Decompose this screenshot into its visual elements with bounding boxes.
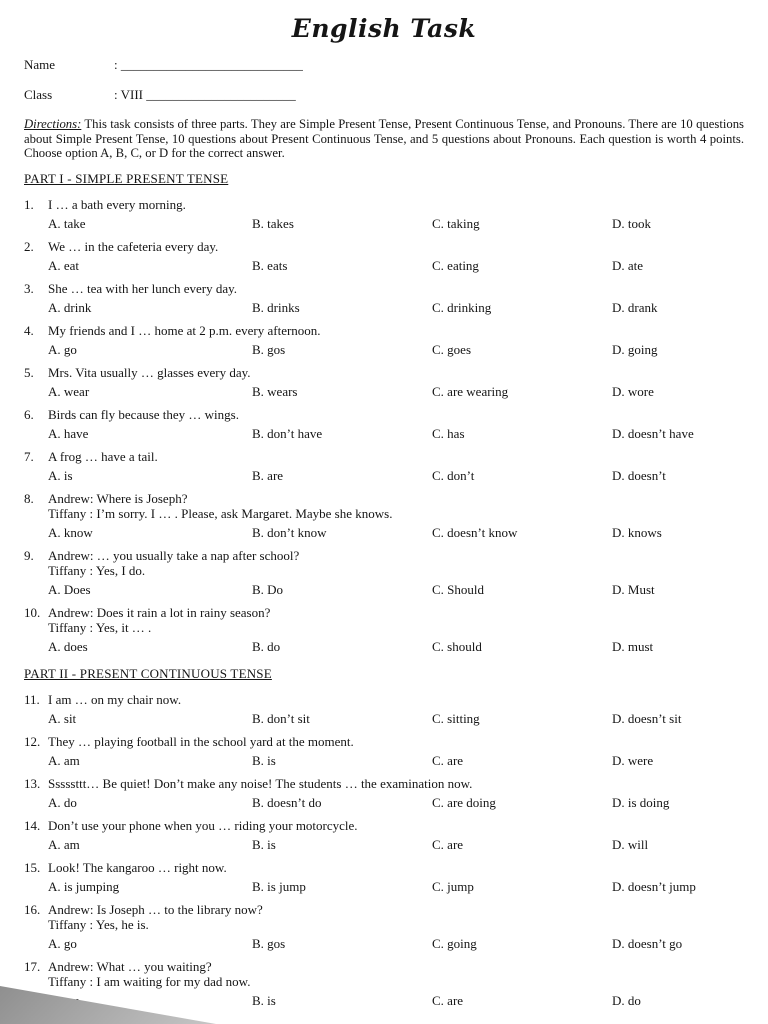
question-number: 13. xyxy=(24,775,41,791)
option-a: A. am xyxy=(48,836,80,852)
option-d: D. going xyxy=(612,341,658,357)
question-number: 10. xyxy=(24,604,41,620)
question-stem-row xyxy=(24,902,744,917)
question xyxy=(24,959,744,1008)
option-b: B. wears xyxy=(252,383,298,399)
question-number: 15. xyxy=(24,859,41,875)
option-a: A. does xyxy=(48,638,88,654)
question-text: Andrew: Is Joseph … to the library now? xyxy=(48,901,263,917)
option-d: D. doesn’t have xyxy=(612,425,694,441)
option-b: B. eats xyxy=(252,257,288,273)
options-row xyxy=(48,468,744,483)
option-d: D. is doing xyxy=(612,794,670,810)
option-b: B. drinks xyxy=(252,299,300,315)
question xyxy=(24,281,744,315)
option-c: C. jump xyxy=(432,878,474,894)
question xyxy=(24,407,744,441)
option-b: B. Do xyxy=(252,581,284,597)
question xyxy=(24,902,744,951)
question-number: 17. xyxy=(24,958,41,974)
option-d: D. doesn’t xyxy=(612,467,666,483)
question xyxy=(24,818,744,852)
options-row xyxy=(48,936,744,951)
question-text: Look! The kangaroo … right now. xyxy=(48,859,227,875)
question-stem-row xyxy=(24,407,744,422)
option-d: D. drank xyxy=(612,299,658,315)
option-a: A. go xyxy=(48,935,77,951)
option-b: B. do xyxy=(252,638,281,654)
option-a: A. is xyxy=(48,467,73,483)
question-number: 9. xyxy=(24,547,34,563)
option-c: C. are xyxy=(432,836,464,852)
option-c: C. are wearing xyxy=(432,383,509,399)
option-c: C. eating xyxy=(432,257,479,273)
class-label: Class xyxy=(24,87,53,102)
question-stem-row xyxy=(24,365,744,380)
option-a: A. am xyxy=(48,752,80,768)
option-c: C. should xyxy=(432,638,482,654)
option-d: D. took xyxy=(612,215,651,231)
question xyxy=(24,239,744,273)
options-row xyxy=(48,879,744,894)
option-b: B. is xyxy=(252,752,276,768)
question xyxy=(24,776,744,810)
question xyxy=(24,734,744,768)
question-text-continued: Tiffany : Yes, he is. xyxy=(48,916,149,932)
option-b: B. takes xyxy=(252,215,294,231)
question xyxy=(24,860,744,894)
option-b: B. gos xyxy=(252,341,286,357)
question xyxy=(24,692,744,726)
question-text: Sssssttt… Be quiet! Don’t make any noise! The students … the examination now. xyxy=(48,775,473,791)
option-c: C. taking xyxy=(432,215,480,231)
question-text-continued: Tiffany : Yes, I do. xyxy=(48,562,146,578)
option-a: A. wear xyxy=(48,383,90,399)
question-stem-row xyxy=(24,605,744,620)
question xyxy=(24,323,744,357)
question-text: They … playing football in the school yard at the moment. xyxy=(48,733,354,749)
option-a: A. eat xyxy=(48,257,80,273)
option-c: C. has xyxy=(432,425,465,441)
option-c: C. doesn’t know xyxy=(432,524,518,540)
option-b: B. is xyxy=(252,992,276,1008)
options-row xyxy=(48,711,744,726)
option-d: D. knows xyxy=(612,524,662,540)
question-stem-row xyxy=(24,449,744,464)
option-c: C. drinking xyxy=(432,299,492,315)
question-stem-row xyxy=(24,860,744,875)
question-number: 14. xyxy=(24,817,41,833)
question xyxy=(24,491,744,540)
option-c: C. don’t xyxy=(432,467,475,483)
options-row xyxy=(48,795,744,810)
option-c: C. going xyxy=(432,935,477,951)
option-c: C. goes xyxy=(432,341,471,357)
option-a: A. take xyxy=(48,215,86,231)
part-heading: PART I - SIMPLE PRESENT TENSE xyxy=(24,170,229,186)
question-text: Andrew: Does it rain a lot in rainy season? xyxy=(48,604,271,620)
question-stem-row xyxy=(24,548,744,563)
question-number: 2. xyxy=(24,238,34,254)
option-b: B. is xyxy=(252,836,276,852)
question-number: 16. xyxy=(24,901,41,917)
option-d: D. doesn’t go xyxy=(612,935,683,951)
question-stem-row xyxy=(24,692,744,707)
question-stem-row xyxy=(24,197,744,212)
options-row xyxy=(48,258,744,273)
question-stem-row xyxy=(24,491,744,506)
option-a: A. have xyxy=(48,425,89,441)
part-heading: PART II - PRESENT CONTINUOUS TENSE xyxy=(24,665,272,681)
option-d: D. doesn’t jump xyxy=(612,878,696,894)
option-c: C. sitting xyxy=(432,710,480,726)
option-a: A. do xyxy=(48,794,77,810)
option-d: D. Must xyxy=(612,581,655,597)
options-row xyxy=(48,525,744,540)
option-a: A. go xyxy=(48,341,77,357)
question-text: Mrs. Vita usually … glasses every day. xyxy=(48,364,251,380)
question-text: She … tea with her lunch every day. xyxy=(48,280,238,296)
question-stem-row xyxy=(24,239,744,254)
options-row xyxy=(48,342,744,357)
option-c: C. are xyxy=(432,752,464,768)
question xyxy=(24,548,744,597)
options-row xyxy=(48,384,744,399)
question-text: Birds can fly because they … wings. xyxy=(48,406,239,422)
option-c: C. are xyxy=(432,992,464,1008)
option-d: D. do xyxy=(612,992,641,1008)
question xyxy=(24,449,744,483)
question-text: Andrew: Where is Joseph? xyxy=(48,490,188,506)
question-stem-row xyxy=(24,776,744,791)
question-text: Andrew: … you usually take a nap after school? xyxy=(48,547,300,563)
question-text: I … a bath every morning. xyxy=(48,196,186,212)
question-text: Don’t use your phone when you … riding your motorcycle. xyxy=(48,817,358,833)
question-stem-row xyxy=(24,818,744,833)
question-text: My friends and I … home at 2 p.m. every afternoon. xyxy=(48,322,321,338)
option-b: B. gos xyxy=(252,935,286,951)
options-row xyxy=(48,993,744,1008)
options-row xyxy=(48,426,744,441)
options-row xyxy=(48,837,744,852)
option-d: D. ate xyxy=(612,257,644,273)
question-stem-row xyxy=(24,734,744,749)
name-label: Name xyxy=(24,57,56,72)
option-d: D. doesn’t sit xyxy=(612,710,682,726)
question-text-continued: Tiffany : I am waiting for my dad now. xyxy=(48,973,251,989)
option-a: A. sit xyxy=(48,710,77,726)
question-text: Andrew: What … you waiting? xyxy=(48,958,212,974)
option-b: B. are xyxy=(252,467,284,483)
option-b: B. doesn’t do xyxy=(252,794,322,810)
option-a: A. is jumping xyxy=(48,878,120,894)
options-row xyxy=(48,582,744,597)
directions-paragraph xyxy=(24,117,744,161)
question-number: 6. xyxy=(24,406,34,422)
question xyxy=(24,197,744,231)
option-a: A. know xyxy=(48,524,93,540)
option-b: B. don’t know xyxy=(252,524,327,540)
option-a: A. drink xyxy=(48,299,92,315)
options-row xyxy=(48,300,744,315)
options-row xyxy=(48,639,744,654)
question-text-continued: Tiffany : Yes, it … . xyxy=(48,619,152,635)
question-text-continued: Tiffany : I’m sorry. I … . Please, ask Margaret. Maybe she knows. xyxy=(48,505,393,521)
option-c: C. Should xyxy=(432,581,485,597)
option-d: D. must xyxy=(612,638,654,654)
question-text: I am … on my chair now. xyxy=(48,691,182,707)
option-b: B. is jump xyxy=(252,878,306,894)
option-d: D. were xyxy=(612,752,654,768)
question xyxy=(24,605,744,654)
option-b: B. don’t sit xyxy=(252,710,310,726)
name-row xyxy=(24,57,744,72)
question-number: 4. xyxy=(24,322,34,338)
option-b: B. don’t have xyxy=(252,425,323,441)
page-title: English Task xyxy=(291,14,477,43)
question xyxy=(24,365,744,399)
question-stem-row xyxy=(24,959,744,974)
class-row xyxy=(24,87,744,102)
question-number: 5. xyxy=(24,364,34,380)
question-number: 11. xyxy=(24,691,40,707)
options-row xyxy=(48,216,744,231)
option-d: D. will xyxy=(612,836,649,852)
option-d: D. wore xyxy=(612,383,654,399)
question-number: 7. xyxy=(24,448,34,464)
parts-container xyxy=(24,171,744,1008)
question-stem-row xyxy=(24,281,744,296)
option-a: A. Does xyxy=(48,581,91,597)
directions-text: This task consists of three parts. They are Simple Present Tense, Present Continuous Tense, and Pronouns. There are 10 questions about Simple Present Tense, 10 questions about Present Continuous Tense, and 5 questions about Pronouns. Each question is worth 4 points. Choose option A, B, C, or D for the correct answer. xyxy=(24,117,744,160)
question-number: 3. xyxy=(24,280,34,296)
question-number: 1. xyxy=(24,196,34,212)
class-blank-line: : VIII _______________________ xyxy=(114,87,296,102)
question-stem-row xyxy=(24,323,744,338)
question-number: 12. xyxy=(24,733,41,749)
options-row xyxy=(48,753,744,768)
question-text: A frog … have a tail. xyxy=(48,448,158,464)
option-c: C. are doing xyxy=(432,794,496,810)
name-blank-line: : ____________________________ xyxy=(114,57,303,72)
question-text: We … in the cafeteria every day. xyxy=(48,238,219,254)
question-number: 8. xyxy=(24,490,34,506)
directions-label: Directions: xyxy=(24,117,82,131)
